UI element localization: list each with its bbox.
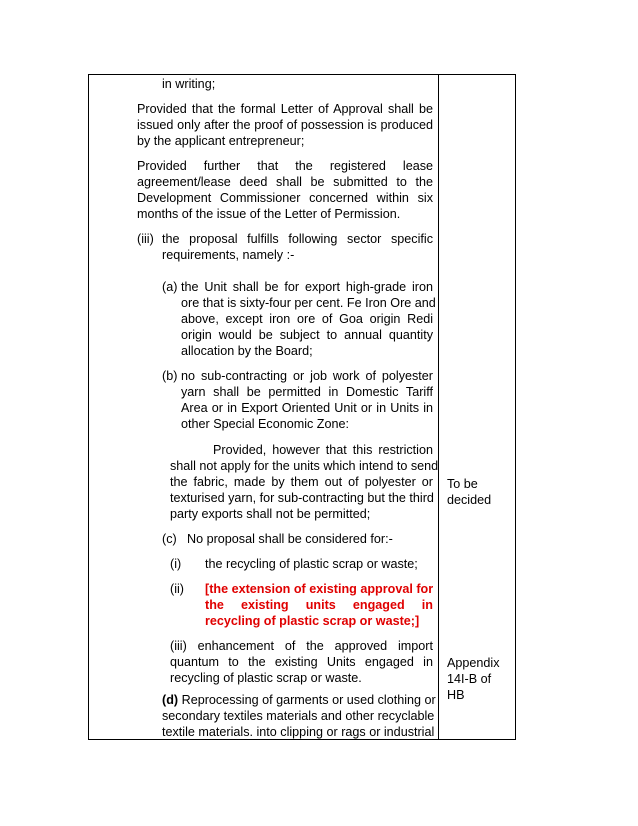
list-number: (i) xyxy=(170,557,182,571)
text-line: yarn shall be permitted in Domestic Tariff xyxy=(181,385,433,399)
text-line: agreement/lease deed shall be submitted to the xyxy=(137,175,433,189)
text-line: the fabric, made by them out of polyester or xyxy=(170,475,433,489)
amended-text: [the extension of existing approval for xyxy=(205,582,434,596)
text-line: shall not apply for the units which intend to send xyxy=(170,459,439,473)
list-number-bold: (d) xyxy=(162,693,179,707)
text-line: party exports shall not be permitted; xyxy=(170,507,371,521)
text-line: texturised yarn, for sub-contracting but the third xyxy=(170,491,434,505)
text-line: allocation by the Board; xyxy=(181,344,313,358)
text-line: Provided further that the registered lease xyxy=(137,159,433,173)
text-line: Development Commissioner concerned within six xyxy=(137,191,433,205)
text-line: quantum to the existing Units engaged in xyxy=(170,655,433,669)
text-line: by the applicant entrepreneur; xyxy=(137,134,305,148)
status-text: decided xyxy=(447,493,492,507)
text-line: no sub-contracting or job work of polyester xyxy=(181,369,433,383)
list-number: (b) xyxy=(162,369,178,383)
list-number xyxy=(162,693,436,708)
text-line: the recycling of plastic scrap or waste; xyxy=(205,557,418,571)
reference-text: HB xyxy=(447,688,465,702)
text-line: Provided, however that this restriction xyxy=(213,443,433,457)
text-line: in writing; xyxy=(162,77,216,91)
text-line: recycling of plastic scrap or waste. xyxy=(170,671,362,685)
text-line: ore that is sixty-four per cent. Fe Iron Ore and xyxy=(181,296,436,310)
text-line: Provided that the formal Letter of Approval shall be xyxy=(137,102,433,116)
reference-text: Appendix xyxy=(447,656,500,670)
amended-text: the existing units engaged in xyxy=(205,598,433,612)
reference-text: 14I-B of xyxy=(447,672,492,686)
text-line: the proposal fulfills following sector specific xyxy=(162,232,433,246)
text-line: textile materials. into clipping or rags or industrial xyxy=(162,725,435,739)
text-line: Reprocessing of garments or used clothing or xyxy=(178,693,436,707)
list-number: (iii) xyxy=(137,232,154,246)
status-text: To be xyxy=(447,477,478,491)
column-divider xyxy=(438,74,439,740)
text-line: requirements, namely :- xyxy=(162,248,295,262)
text-line: No proposal shall be considered for:- xyxy=(187,532,393,546)
column-divider xyxy=(515,74,516,740)
text-line: above, except iron ore of Goa origin Redi xyxy=(181,312,433,326)
list-number: (a) xyxy=(162,280,178,294)
text-line: issued only after the proof of possession is produced xyxy=(137,118,433,132)
text-line: other Special Economic Zone: xyxy=(181,417,350,431)
text-line: origin would be subject to annual quantity xyxy=(181,328,433,342)
amended-text: recycling of plastic scrap or waste;] xyxy=(205,614,420,628)
text-line: secondary textiles materials and other recyclable xyxy=(162,709,435,723)
list-number: (ii) xyxy=(170,582,184,596)
text-line: Area or in Export Oriented Unit or in Units in xyxy=(181,401,433,415)
text-line: the Unit shall be for export high-grade iron xyxy=(181,280,433,294)
text-line: months of the issue of the Letter of Permission. xyxy=(137,207,401,221)
list-number: (c) xyxy=(162,532,177,546)
text-line: (iii) enhancement of the approved import xyxy=(170,639,433,653)
